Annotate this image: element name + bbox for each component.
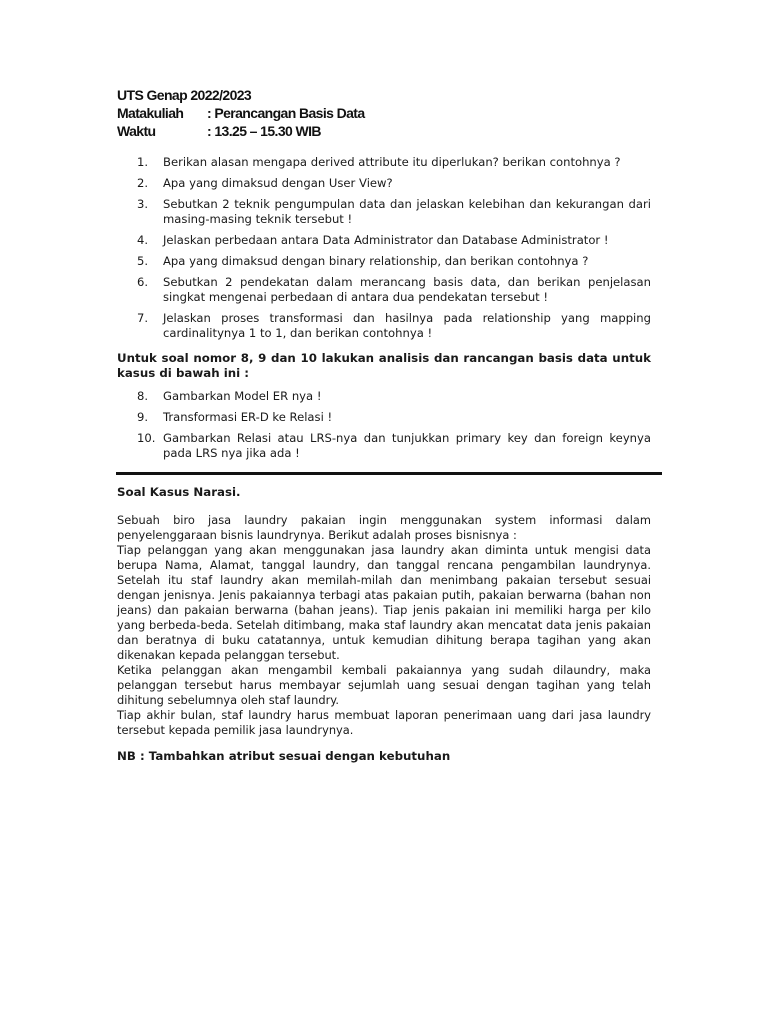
question-text: Gambarkan Model ER nya ! [163,389,322,403]
narrative-paragraph: Tiap akhir bulan, staf laundry harus membuat laporan penerimaan uang dari jasa laundry tersebut kepada pemilik jasa laundrynya. [117,708,651,737]
question-item [137,155,651,170]
narrative-body [117,513,651,738]
question-number: 1. [137,155,149,169]
question-text: Jelaskan perbedaan antara Data Administrator dan Database Administrator ! [163,233,609,247]
question-text: Transformasi ER-D ke Relasi ! [163,410,333,424]
question-list-8-10 [137,389,651,467]
question-item [137,197,651,227]
question-list-1-7 [137,155,651,347]
question-text: Jelaskan proses transformasi dan hasilnya pada relationship yang mapping cardinalitynya 1 to 1, dan berikan contohnya ! [163,311,651,340]
case-instruction: Untuk soal nomor 8, 9 dan 10 lakukan analisis dan rancangan basis data untuk kasus di bawah ini : [117,351,651,380]
question-item [137,233,651,248]
question-item [137,176,651,191]
question-text: Berikan alasan mengapa derived attribute itu diperlukan? berikan contohnya ? [163,155,621,169]
question-item [137,311,651,341]
question-item [137,410,651,425]
question-text: Apa yang dimaksud dengan binary relationship, dan berikan contohnya ? [163,254,589,268]
question-number: 4. [137,233,149,247]
question-item [137,275,651,305]
question-item [137,254,651,269]
narrative-paragraph: Tiap pelanggan yang akan menggunakan jasa laundry akan diminta untuk mengisi data berupa Nama, Alamat, tanggal laundry, dan tanggal rencana pengambilan laundrynya. Setelah itu staf laundry akan memilah-milah dan menimbang pakaian tersebut sesuai dengan jenisnya. Jenis pakaiannya terbagi atas pakaian putih, pakaian berwarna (bahan non jeans) dan pakaian berwarna (bahan jeans). Tiap jenis pakaian ini memiliki harga per kilo yang berbeda-beda. Setelah ditimbang, maka staf laundry akan mencatat data jenis pakaian dan beratnya di buku catatannya, untuk kemudian dihitung berapa tagihan yang akan dikenakan kepada pelanggan tersebut. [117,543,651,662]
question-text: Gambarkan Relasi atau LRS-nya dan tunjukkan primary key dan foreign keynya pada LRS nya jika ada ! [163,431,651,460]
question-number: 2. [137,176,149,190]
course-value: : Perancangan Basis Data [207,105,365,121]
question-number: 8. [137,389,149,403]
question-text: Sebutkan 2 teknik pengumpulan data dan jelaskan kelebihan dan kekurangan dari masing-masing teknik tersebut ! [163,197,651,226]
narrative-paragraph: Sebuah biro jasa laundry pakaian ingin menggunakan system informasi dalam penyelenggaraan bisnis laundrynya. Berikut adalah proses bisnisnya : [117,513,651,542]
question-number: 7. [137,311,149,325]
note-text: NB : Tambahkan atribut sesuai dengan kebutuhan [117,749,451,763]
exam-title: UTS Genap 2022/2023 [117,87,252,103]
narrative-title: Soal Kasus Narasi. [117,485,241,499]
question-number: 9. [137,410,149,424]
question-item [137,389,651,404]
time-value: : 13.25 – 15.30 WIB [207,123,321,139]
time-label: Waktu [117,123,156,139]
question-text: Apa yang dimaksud dengan User View? [163,176,393,190]
narrative-paragraph: Ketika pelanggan akan mengambil kembali pakaiannya yang sudah dilaundry, maka pelanggan tersebut harus membayar sejumlah uang sesuai dengan tagihan yang telah dihitung sebelumnya oleh staf laundry. [117,663,651,707]
question-text: Sebutkan 2 pendekatan dalam merancang basis data, dan berikan penjelasan singkat mengenai perbedaan di antara dua pendekatan tersebut ! [163,275,651,304]
question-number: 6. [137,275,149,289]
question-number: 5. [137,254,149,268]
question-number: 3. [137,197,149,211]
course-label: Matakuliah [117,105,184,121]
question-number: 10. [137,431,156,445]
question-item [137,431,651,461]
section-divider [116,472,662,475]
